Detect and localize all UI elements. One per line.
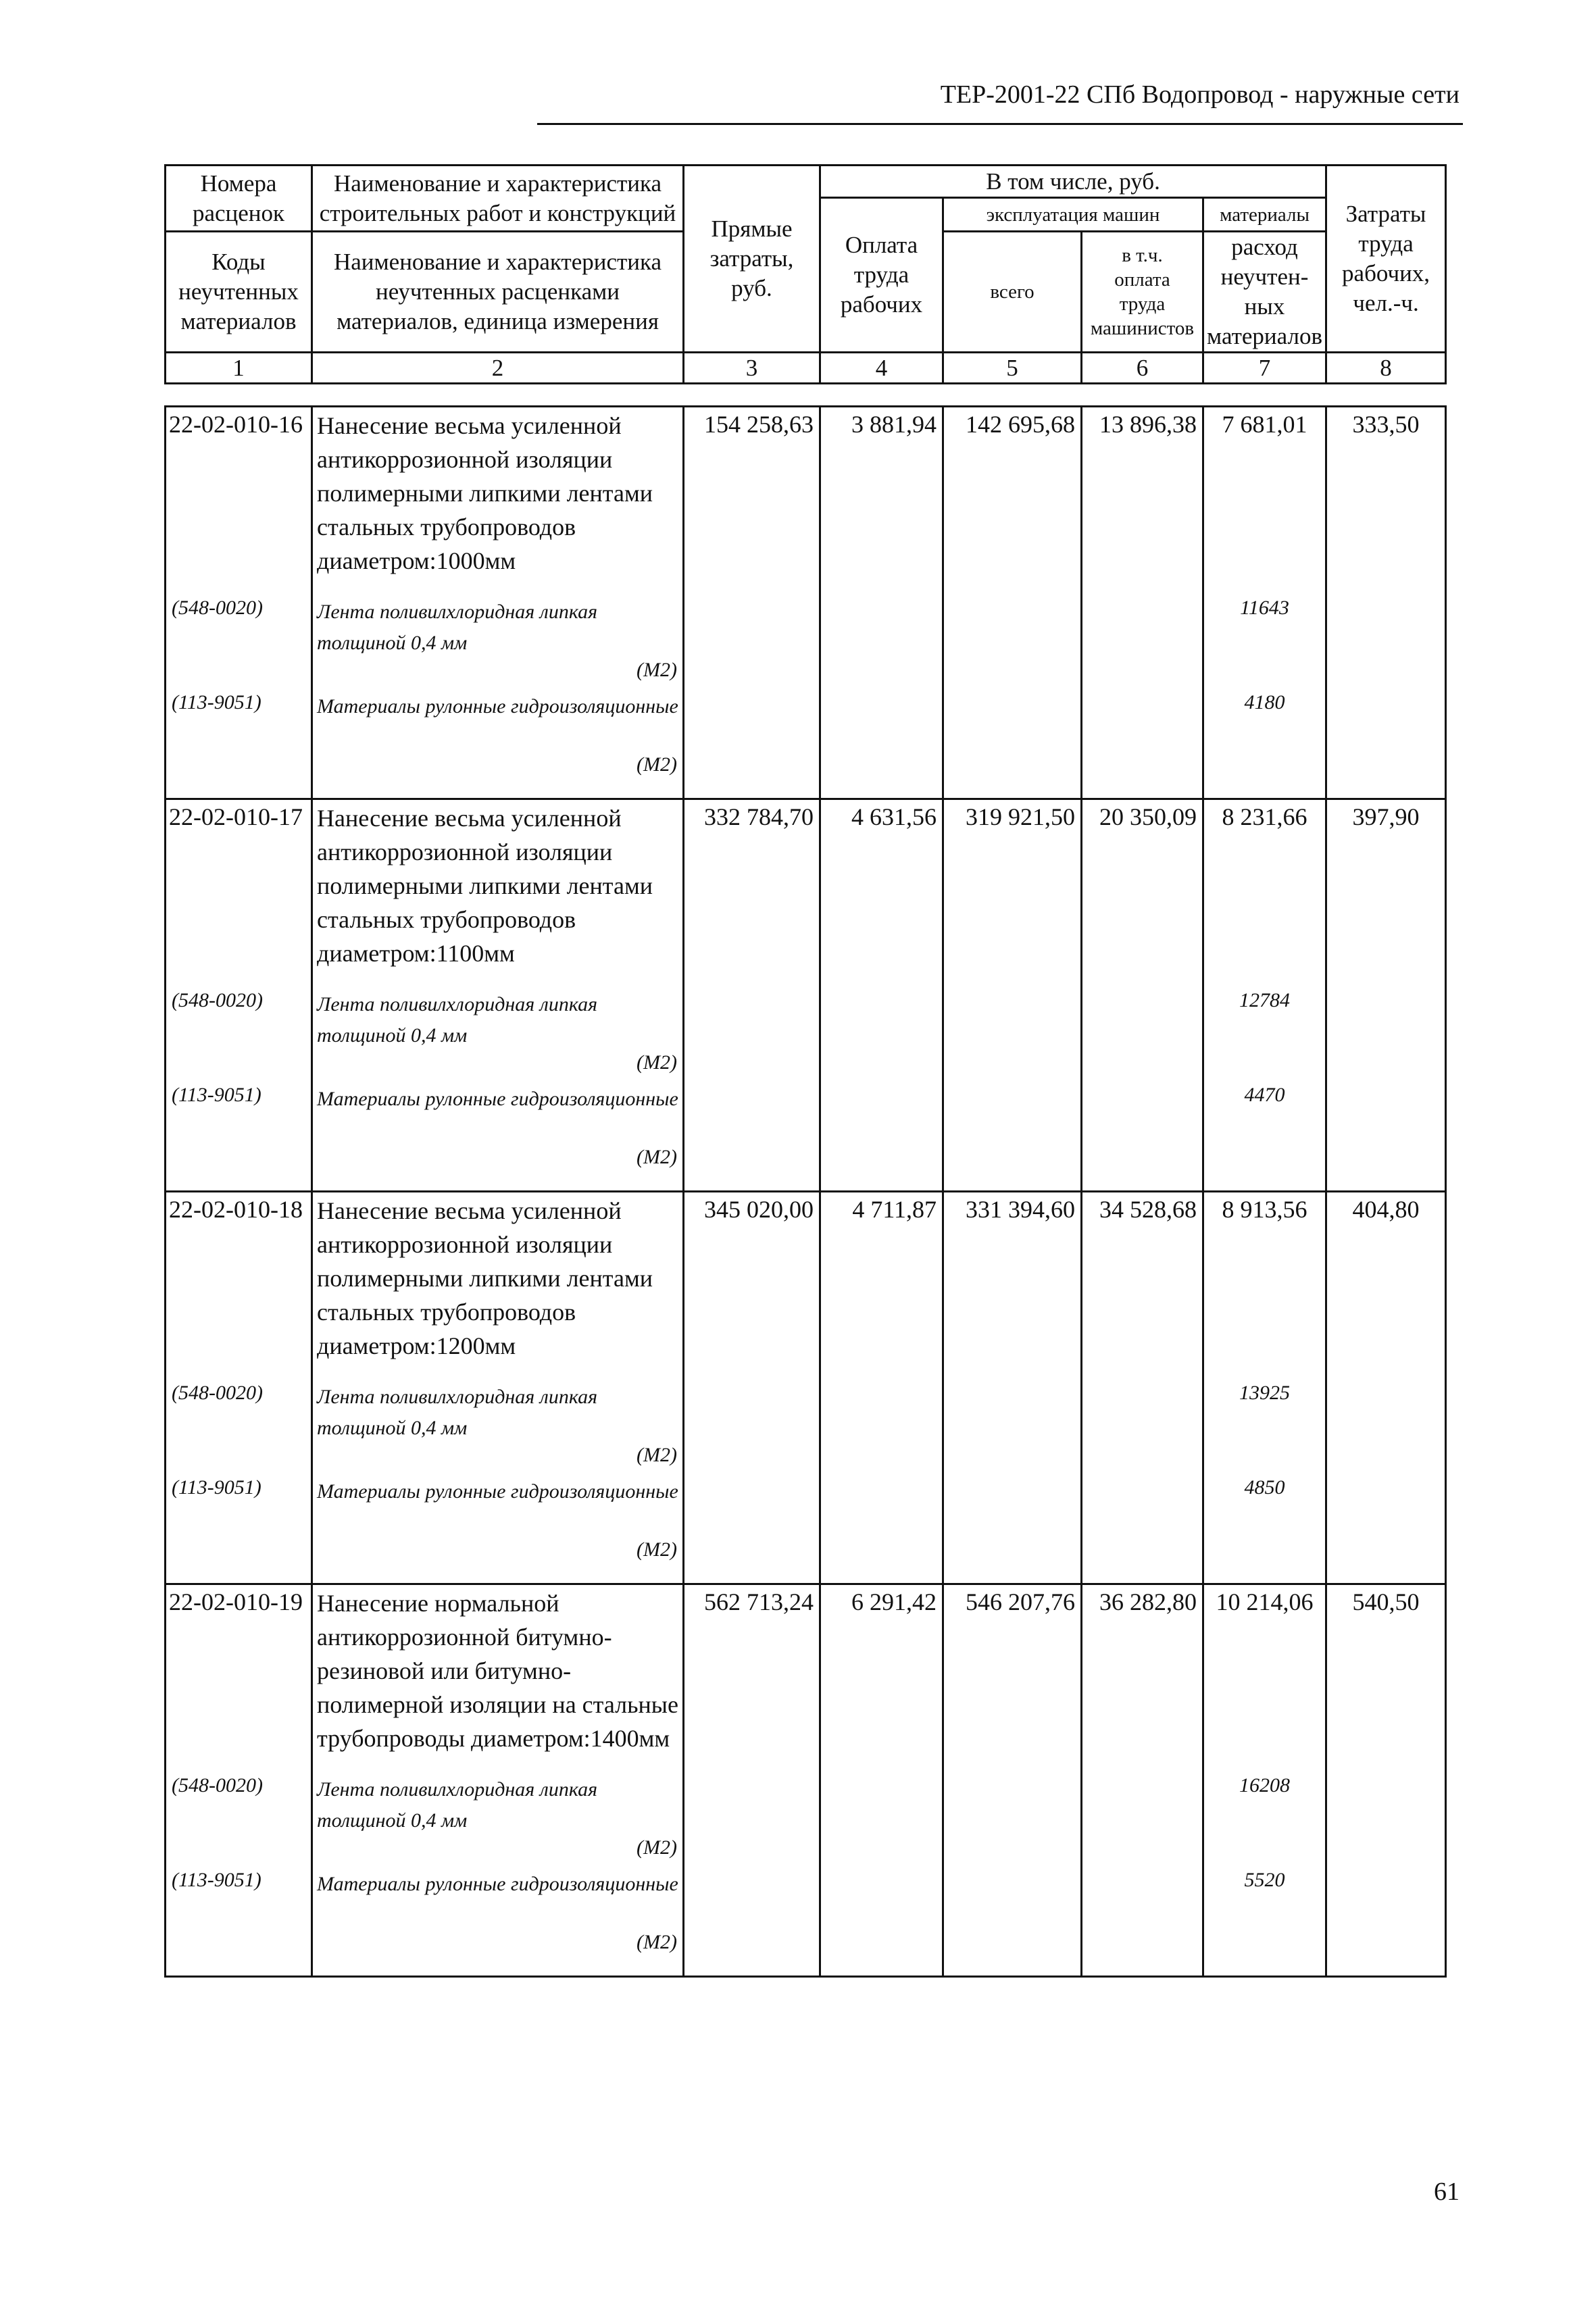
rate-code-cell xyxy=(166,799,312,1192)
material-quantity: 12784 xyxy=(1239,989,1290,1011)
material-code: (113-9051) xyxy=(172,1869,261,1891)
material-name: Лента поливилхлоридная липкая толщиной 0,4 мм xyxy=(317,993,598,1047)
header-machines-group: эксплуатация машин xyxy=(943,198,1203,232)
labor-pay-value: 3 881,94 xyxy=(851,411,937,438)
operators-pay-cell xyxy=(1082,407,1203,799)
material-unit: (М2) xyxy=(637,753,677,776)
material-code: (548-0020) xyxy=(172,1774,263,1796)
operators-pay-value: 13 896,38 xyxy=(1099,411,1197,438)
header-rate-numbers: Номера расценок xyxy=(166,166,312,232)
rate-code: 22-02-010-17 xyxy=(169,803,303,830)
rate-code-cell xyxy=(166,1192,312,1584)
operators-pay-cell xyxy=(1082,1584,1203,1977)
work-name-cell xyxy=(312,407,684,799)
machines-total-cell xyxy=(943,1192,1082,1584)
material-unit: (М2) xyxy=(637,1051,677,1074)
column-number: 1 xyxy=(166,353,312,384)
material-name: Материалы рулонные гидроизоляционные xyxy=(317,1480,678,1503)
material-unit: (М2) xyxy=(637,659,677,681)
labor-hours-value: 397,90 xyxy=(1352,803,1420,830)
work-name-cell xyxy=(312,1584,684,1977)
labor-hours-cell xyxy=(1326,799,1446,1192)
materials-value: 8 231,66 xyxy=(1222,803,1307,830)
rate-code: 22-02-010-19 xyxy=(169,1588,303,1615)
work-name: Нанесение нормальной антикоррозионной битумно-резиновой или битумно-полимерной изоляции на стальные трубопроводы диаметром:1400мм xyxy=(317,1590,678,1752)
work-name: Нанесение весьма усиленной антикоррозионной изоляции полимерными липкими лентами стальных трубопроводов диаметром:1100мм xyxy=(317,805,653,967)
column-number: 6 xyxy=(1082,353,1203,384)
labor-pay-cell xyxy=(820,1192,943,1584)
material-quantity: 11643 xyxy=(1240,597,1289,619)
header-materials-group: материалы xyxy=(1203,198,1326,232)
header-operators-pay: в т.ч. оплата труда машинистов xyxy=(1082,232,1203,353)
work-name: Нанесение весьма усиленной антикоррозионной изоляции полимерными липкими лентами стальных трубопроводов диаметром:1200мм xyxy=(317,1197,653,1359)
materials-cell xyxy=(1203,1584,1326,1977)
material-code: (113-9051) xyxy=(172,1476,261,1499)
operators-pay-value: 20 350,09 xyxy=(1099,803,1197,830)
work-name-cell xyxy=(312,1192,684,1584)
material-name: Лента поливилхлоридная липкая толщиной 0,4 мм xyxy=(317,1386,598,1439)
direct-costs-cell xyxy=(684,407,820,799)
header-material-names: Наименование и характеристика неучтенных расценками материалов, единица измерения xyxy=(312,232,684,353)
column-number: 8 xyxy=(1326,353,1446,384)
header-direct-costs: Прямые затраты, руб. xyxy=(684,166,820,353)
labor-pay-value: 4 711,87 xyxy=(852,1196,937,1223)
column-number: 4 xyxy=(820,353,943,384)
materials-value: 8 913,56 xyxy=(1222,1196,1307,1223)
operators-pay-value: 34 528,68 xyxy=(1099,1196,1197,1223)
column-number: 7 xyxy=(1203,353,1326,384)
table-header xyxy=(164,164,1447,384)
table-row xyxy=(166,1192,1446,1584)
direct-costs-value: 332 784,70 xyxy=(704,803,814,830)
materials-cell xyxy=(1203,799,1326,1192)
labor-hours-value: 333,50 xyxy=(1352,411,1420,438)
rate-code: 22-02-010-18 xyxy=(169,1196,303,1223)
material-name: Материалы рулонные гидроизоляционные xyxy=(317,1873,678,1895)
machines-total-cell xyxy=(943,799,1082,1192)
work-name-cell xyxy=(312,799,684,1192)
rate-code-cell xyxy=(166,407,312,799)
material-code: (548-0020) xyxy=(172,1382,263,1404)
column-number: 5 xyxy=(943,353,1082,384)
labor-hours-cell xyxy=(1326,1584,1446,1977)
material-name: Материалы рулонные гидроизоляционные xyxy=(317,1088,678,1110)
header-including-group: В том числе, руб. xyxy=(820,166,1326,198)
machines-total-value: 331 394,60 xyxy=(966,1196,1075,1223)
labor-pay-cell xyxy=(820,799,943,1192)
machines-total-value: 142 695,68 xyxy=(966,411,1075,438)
direct-costs-value: 562 713,24 xyxy=(704,1588,814,1615)
header-machines-total: всего xyxy=(943,232,1082,353)
header-rule xyxy=(537,123,1463,125)
column-number: 3 xyxy=(684,353,820,384)
direct-costs-value: 345 020,00 xyxy=(704,1196,814,1223)
material-unit: (М2) xyxy=(637,1444,677,1466)
rates-table xyxy=(164,405,1447,1978)
machines-total-value: 319 921,50 xyxy=(966,803,1075,830)
labor-pay-value: 6 291,42 xyxy=(851,1588,937,1615)
rate-code-cell xyxy=(166,1584,312,1977)
direct-costs-cell xyxy=(684,1584,820,1977)
direct-costs-cell xyxy=(684,1192,820,1584)
materials-value: 10 214,06 xyxy=(1216,1588,1314,1615)
materials-cell xyxy=(1203,1192,1326,1584)
material-unit: (М2) xyxy=(637,1931,677,1953)
material-name: Материалы рулонные гидроизоляционные xyxy=(317,695,678,718)
table-row xyxy=(166,1584,1446,1977)
material-unit: (М2) xyxy=(637,1146,677,1168)
labor-hours-value: 540,50 xyxy=(1352,1588,1420,1615)
header-unaccounted-materials: расход неучтен- ных материалов xyxy=(1203,232,1326,353)
column-number: 2 xyxy=(312,353,684,384)
materials-value: 7 681,01 xyxy=(1222,411,1307,438)
material-quantity: 4470 xyxy=(1244,1084,1285,1106)
material-name: Лента поливилхлоридная липкая толщиной 0,4 мм xyxy=(317,601,598,654)
rate-code: 22-02-010-16 xyxy=(169,411,303,438)
machines-total-cell xyxy=(943,407,1082,799)
labor-pay-value: 4 631,56 xyxy=(851,803,937,830)
material-quantity: 5520 xyxy=(1244,1869,1285,1891)
operators-pay-cell xyxy=(1082,1192,1203,1584)
machines-total-cell xyxy=(943,1584,1082,1977)
labor-hours-value: 404,80 xyxy=(1352,1196,1420,1223)
direct-costs-cell xyxy=(684,799,820,1192)
labor-hours-cell xyxy=(1326,407,1446,799)
direct-costs-value: 154 258,63 xyxy=(704,411,814,438)
material-quantity: 4850 xyxy=(1244,1476,1285,1499)
header-material-codes: Коды неучтенных материалов xyxy=(166,232,312,353)
labor-pay-cell xyxy=(820,1584,943,1977)
material-code: (548-0020) xyxy=(172,597,263,619)
work-name: Нанесение весьма усиленной антикоррозионной изоляции полимерными липкими лентами стальных трубопроводов диаметром:1000мм xyxy=(317,412,653,574)
operators-pay-value: 36 282,80 xyxy=(1099,1588,1197,1615)
material-quantity: 4180 xyxy=(1244,691,1285,713)
labor-pay-cell xyxy=(820,407,943,799)
material-quantity: 16208 xyxy=(1239,1774,1290,1796)
header-labor-hours: Затраты труда рабочих, чел.-ч. xyxy=(1326,166,1446,353)
material-name: Лента поливилхлоридная липкая толщиной 0,4 мм xyxy=(317,1778,598,1832)
material-quantity: 13925 xyxy=(1239,1382,1290,1404)
header-work-name: Наименование и характеристика строительных работ и конструкций xyxy=(312,166,684,232)
material-code: (113-9051) xyxy=(172,1084,261,1106)
page-number: 61 xyxy=(1434,2178,1460,2206)
document-header-title: ТЕР-2001-22 СПб Водопровод - наружные сети xyxy=(940,80,1460,109)
machines-total-value: 546 207,76 xyxy=(966,1588,1075,1615)
table-row xyxy=(166,407,1446,799)
materials-cell xyxy=(1203,407,1326,799)
labor-hours-cell xyxy=(1326,1192,1446,1584)
material-unit: (М2) xyxy=(637,1538,677,1561)
material-unit: (М2) xyxy=(637,1836,677,1859)
table-row xyxy=(166,799,1446,1192)
material-code: (113-9051) xyxy=(172,691,261,713)
header-labor-pay: Оплата труда рабочих xyxy=(820,198,943,353)
material-code: (548-0020) xyxy=(172,989,263,1011)
operators-pay-cell xyxy=(1082,799,1203,1192)
